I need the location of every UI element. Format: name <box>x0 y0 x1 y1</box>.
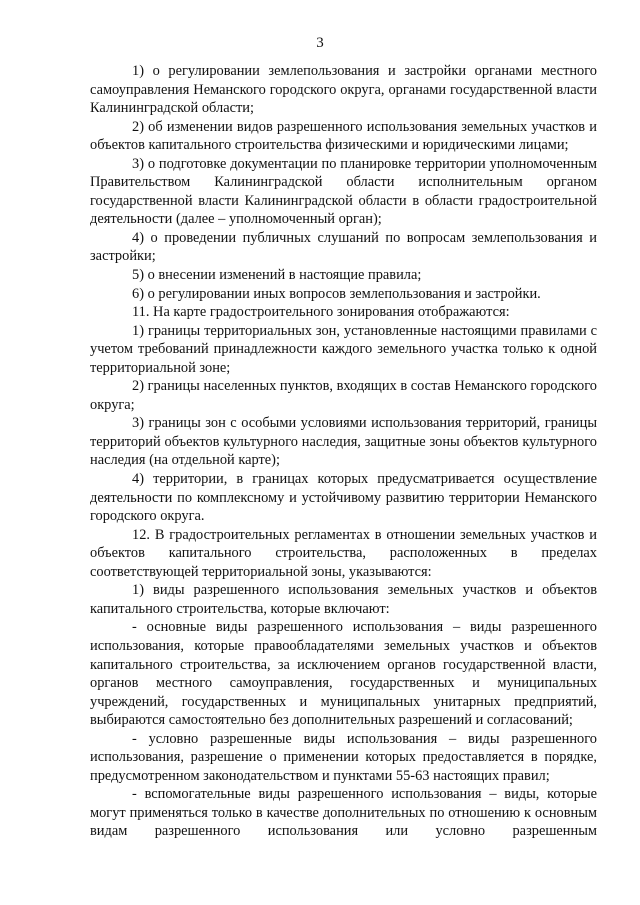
section-12-heading: 12. В градостроительных регламентах в отношении земельных участков и объектов капитального строительства, расположенных в пределах соответствующей территориальной зоны, указываются: <box>90 526 597 580</box>
section-11-heading: 11. На карте градостроительного зонирования отображаются: <box>132 304 510 321</box>
paragraph-11-2: 2) границы населенных пунктов, входящих в состав Неманского городского округа; <box>90 378 597 413</box>
paragraph-11-4: 4) территории, в границах которых предусматривается осуществление деятельности по комплексному и устойчивому развитию территории Неманского городского округа. <box>90 471 597 525</box>
paragraph-1-4: 4) о проведении публичных слушаний по вопросам землепользования и застройки; <box>90 229 597 265</box>
paragraph-1-6: 6) о регулировании иных вопросов землепользования и застройки. <box>132 285 541 302</box>
paragraph-1-3: 3) о подготовке документации по планировке территории уполномоченным Правительством Калининградской области исполнительным органом государственной власти Калининградской области в области градостроительной деятельности (далее – уполномоченный орган); <box>90 155 597 228</box>
paragraph-12-1: 1) виды разрешенного использования земельных участков и объектов капитального строительства, которые включают: <box>90 582 597 617</box>
bullet-conditional-uses: - условно разрешенные виды использования – виды разрешенного использования, разрешение о применении которых предоставляется в порядке, предусмотренном законодательством и пунктами 55-63 настоящих правил; <box>90 730 597 784</box>
page-number: 3 <box>316 35 324 51</box>
paragraph-11-3: 3) границы зон с особыми условиями использования территорий, границы территорий объектов культурного наследия, защитные зоны объектов культурного наследия (на отдельной карте); <box>90 415 597 469</box>
paragraph-1-2: 2) об изменении видов разрешенного использования земельных участков и объектов капитального строительства физическими и юридическими лицами; <box>90 118 597 154</box>
paragraph-1-5: 5) о внесении изменений в настоящие правила; <box>132 267 422 284</box>
document-body <box>90 62 597 841</box>
paragraph-1-1: 1) о регулировании землепользования и застройки органами местного самоуправления Неманского городского округа, органами государственной власти Калининградской области; <box>90 63 597 117</box>
bullet-main-uses: - основные виды разрешенного использования – виды разрешенного использования, которые правообладателями земельных участков и объектов капитального строительства, за исключением органов государственной власти, органов местного самоуправления, государственных и муниципальных учреждений, государственных и муниципальных унитарных предприятий, выбираются самостоятельно без дополнительных разрешений и согласований; <box>90 619 597 729</box>
paragraph-11-1: 1) границы территориальных зон, установленные настоящими правилами с учетом требований принадлежности каждого земельного участка только к одной территориальной зоне; <box>90 322 597 376</box>
bullet-auxiliary-uses: - вспомогательные виды разрешенного использования – виды, которые могут применяться только в качестве дополнительных по отношению к основным видам разрешенного использования или условно разрешенным <box>90 786 597 840</box>
